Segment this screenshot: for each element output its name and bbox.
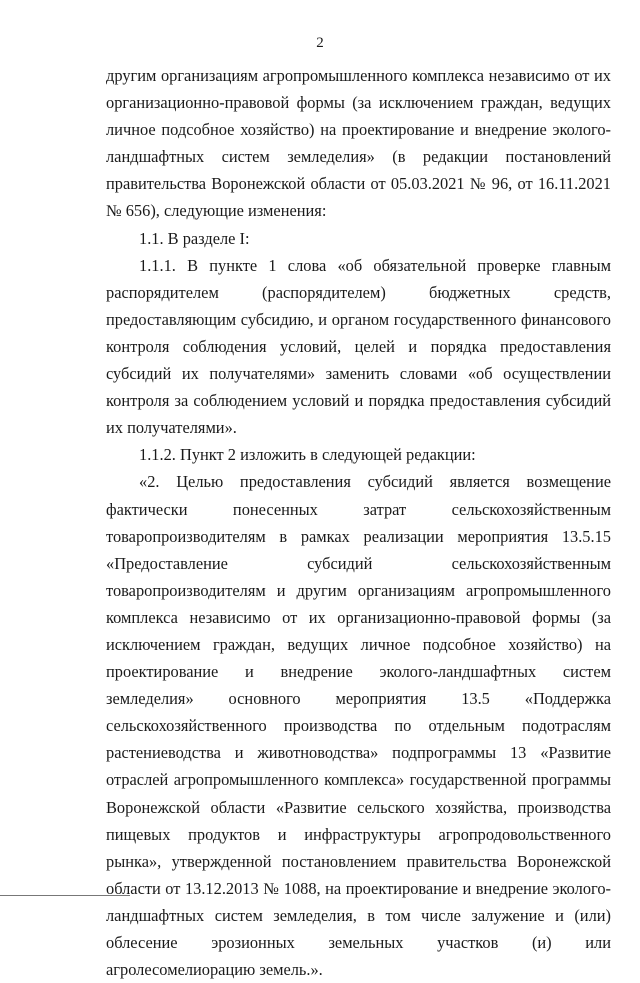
paragraph-item-1-1-2: 1.1.2. Пункт 2 изложить в следующей редакции: — [139, 445, 476, 465]
paragraph-item-1-1-1: 1.1.1. В пункте 1 слова «об обязательной проверке главным распорядителем (распорядителем) бюджетных средств, предоставляющим субсидию, и органом государственного финансового контроля соблюдения условий, целей и порядка предоставления субсидий их получателями» заменить словами «об осуществлении контроля за соблюдением условий и порядка предоставления субсидий их получателями». — [106, 255, 611, 438]
paragraph-section-heading: 1.1. В разделе I: — [139, 228, 250, 248]
document-body — [106, 62, 611, 983]
page-number: 2 — [316, 35, 324, 51]
paragraph-continuation: другим организациям агропромышленного комплекса независимо от их организационно-правовой формы (за исключением граждан, ведущих личное подсобное хозяйство) на проектирование и внедрение эколого-ландшафтных систем земледелия» (в редакции постановлений правительства Воронежской области от 05.03.2021 № 96, от 16.11.2021 № 656), следующие изменения: — [106, 66, 611, 221]
paragraph-point-2: «2. Целью предоставления субсидий является возмещение фактически понесенных затрат сельскохозяйственным товаропроизводителям в рамках реализации мероприятия 13.5.15 «Предоставление субсидий сельскохозяйственным товаропроизводителям и другим организациям агропромышленного комплекса независимо от их организационно-правовой формы (за исключением граждан, ведущих личное подсобное хозяйство) на проектирование и внедрение эколого-ландшафтных систем земледелия» основного мероприятия 13.5 «Поддержка сельскохозяйственного производства по отдельным подотраслям растениеводства и животноводства» подпрограммы 13 «Развитие отраслей агропромышленного комплекса» государственной программы Воронежской области «Развитие сельского хозяйства, производства пищевых продуктов и инфраструктуры агропродовольственного рынка», утвержденной постановлением правительства Воронежской области от 13.12.2013 № 1088, на проектирование и внедрение эколого-ландшафтных систем земледелия, в том числе залужение и (или) облесение эрозионных земельных участков (и) или агролесомелиорацию земель.». — [106, 472, 611, 980]
footer-rule — [0, 895, 130, 896]
